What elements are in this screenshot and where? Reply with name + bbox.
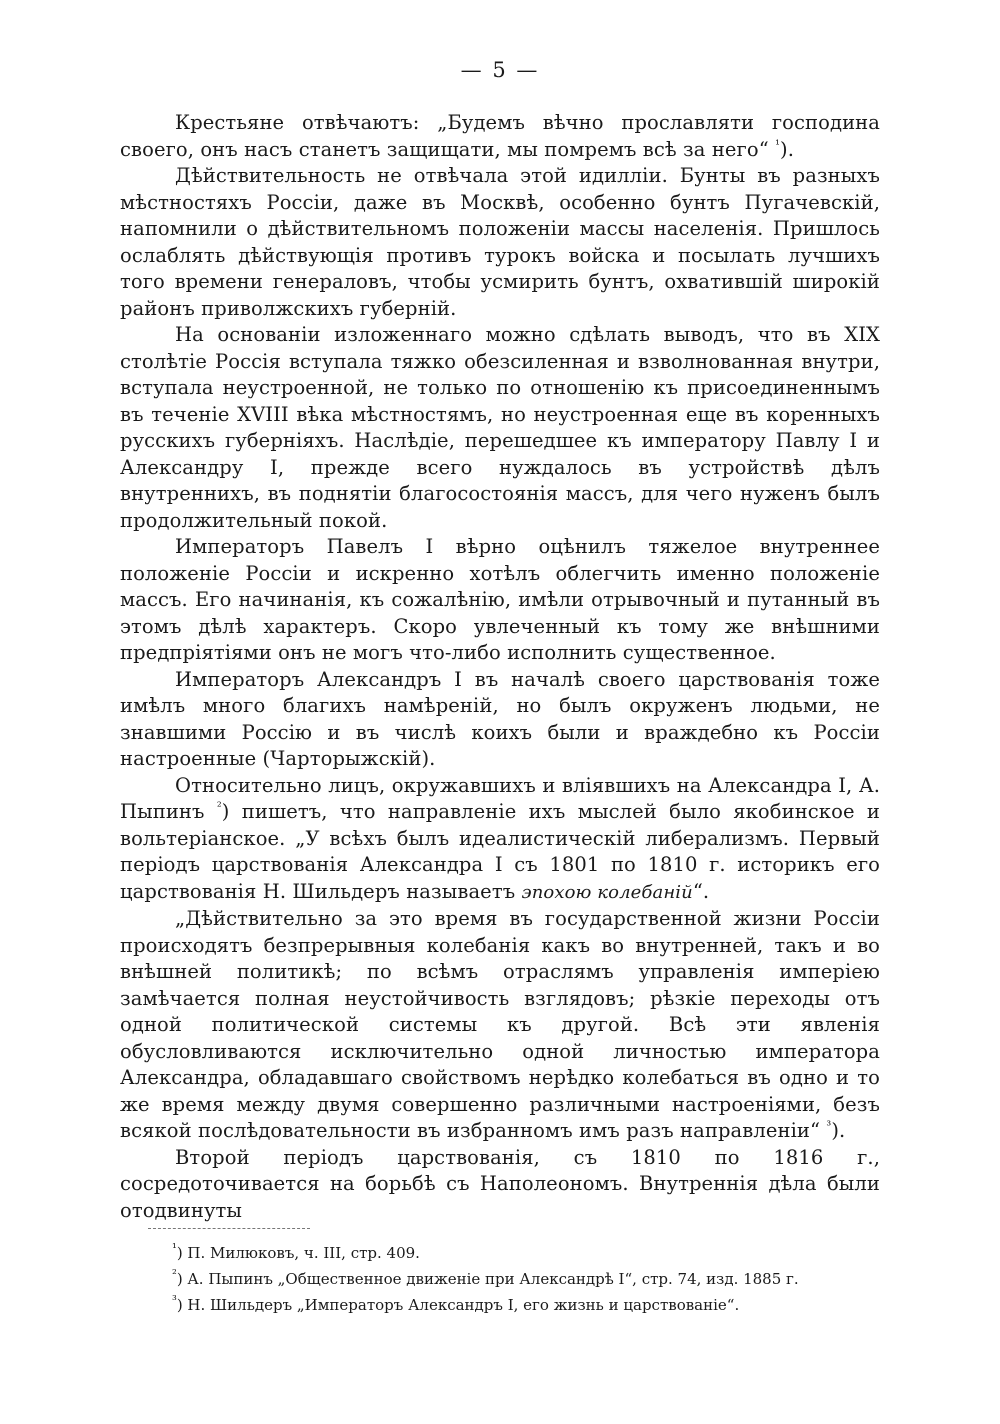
paragraph-6-text: Относительно лицъ, окружавшихъ и вліявшихъ на Александра I, А. Пыпинъ <box>120 773 880 823</box>
paragraph-7-tail: ). <box>831 1119 846 1142</box>
paragraph-7-text: „Дѣйствительно за это время въ государственной жизни Россіи происходятъ безпрерывныя колебанія какъ во внутренней, такъ и во внѣшней политикѣ; по всѣмъ отраслямъ управленія имперіею замѣчается полная неустойчивость взглядовъ; рѣзкіе переходы отъ одной политической системы къ другой. Всѣ эти явленія обусловливаются исключительно одной личностью императора Александра, обладавшаго свойствомъ нерѣдко колебаться въ одно и то же время между двумя совершенно различными настроеніями, безъ всякой послѣдовательности въ избранномъ имъ разъ направленіи“ <box>120 907 880 1142</box>
paragraph-1 <box>120 110 880 163</box>
paragraph-4: Императоръ Павелъ I вѣрно оцѣнилъ тяжелое внутреннее положеніе Россіи и искренно хотѣлъ облегчить именно положеніе массъ. Его начинанія, къ сожалѣнію, имѣли отрывочный и путанный въ этомъ дѣлѣ характеръ. Скоро увлеченный къ тому же внѣшними предпріятіями онъ не могъ что-либо исполнить существенное. <box>120 535 880 664</box>
paragraph-2: Дѣйствительность не отвѣчала этой идилліи. Бунты въ разныхъ мѣстностяхъ Россіи, даже въ Москвѣ, особенно бунтъ Пугачевскій, напомнили о дѣйствительномъ положеніи массы населенія. Пришлось ослаблять дѣйствующія противъ турокъ войска и посылать лучшихъ того времени генераловъ, чтобы усмирить бунтъ, охватившій широкій районъ приволжскихъ губерній. <box>120 164 880 320</box>
footnote-1 <box>172 1240 892 1266</box>
paragraph-7 <box>120 906 880 1145</box>
footnote-1-mark: ¹ <box>172 1241 177 1255</box>
footnote-3-mark: ³ <box>172 1293 177 1307</box>
footnote-3 <box>172 1292 892 1318</box>
paragraph-3: На основаніи изложеннаго можно сдѣлать выводъ, что въ XIX столѣтіе Россія вступала тяжко обезсиленная и взволнованная внутри, вступала неустроенной, не только по отношенію къ присоединеннымъ въ теченіе XVIII вѣка мѣстностямъ, но неустроенная еще въ коренныхъ русскихъ губерніяхъ. Наслѣдіе, перешедшее къ императору Павлу I и Александру I, прежде всего нуждалось въ устройствѣ дѣлъ внутреннихъ, въ поднятіи благосостоянія массъ, для чего нуженъ былъ продолжительный покой. <box>120 323 880 532</box>
footnote-ref-1: ¹ <box>775 137 781 151</box>
footnote-ref-2: ² <box>216 799 222 814</box>
paragraph-1-tail: ). <box>780 137 795 161</box>
footnote-ref-3: ³ <box>826 1118 832 1133</box>
footnote-1-text: ) П. Милюковъ, ч. III, стр. 409. <box>176 1244 420 1262</box>
paragraph-8: Второй періодъ царствованія, съ 1810 по 1816 г., сосредоточивается на борьбѣ съ Наполеономъ. Внутреннія дѣла были отодвинуты <box>120 1145 880 1222</box>
paragraph-5: Императоръ Александръ I въ началѣ своего царствованія тоже имѣлъ много благихъ намѣреній, но былъ окруженъ людьми, не знавшими Россію и въ числѣ коихъ были и враждебно къ Россіи настроенные (Чарторыжскій). <box>120 667 880 770</box>
footnote-divider <box>148 1228 310 1229</box>
body-text <box>120 110 880 1224</box>
footnote-2 <box>172 1266 892 1292</box>
paragraph-6-emphasis: эпохою колебаній <box>521 881 693 903</box>
paragraph-6-end: “. <box>692 879 710 903</box>
paragraph-6 <box>120 773 880 907</box>
paragraph-1-text: Крестьяне отвѣчаютъ: „Будемъ вѣчно прославляти господина своего, онъ насъ станетъ защищати, мы помремъ всѣ за него“ <box>120 111 880 161</box>
paragraph-6-tail: ) пишетъ, что направленіе ихъ мыслей было якобинское и вольтеріанское. „У всѣхъ былъ идеалистическій либерализмъ. Первый періодъ царствованія Александра I съ 1801 по 1810 г. историкъ его царствованія Н. Шильдеръ называетъ <box>120 800 880 903</box>
footnote-3-text: ) Н. Шильдеръ „Императоръ Александръ I, его жизнь и царствованіе“. <box>176 1296 740 1314</box>
footnote-2-mark: ² <box>172 1267 177 1281</box>
footnote-2-text: ) А. Пыпинъ „Общественное движеніе при Александрѣ I“, стр. 74, изд. 1885 г. <box>176 1270 799 1288</box>
page-number: — 5 — <box>460 58 540 82</box>
footnotes <box>172 1240 892 1318</box>
